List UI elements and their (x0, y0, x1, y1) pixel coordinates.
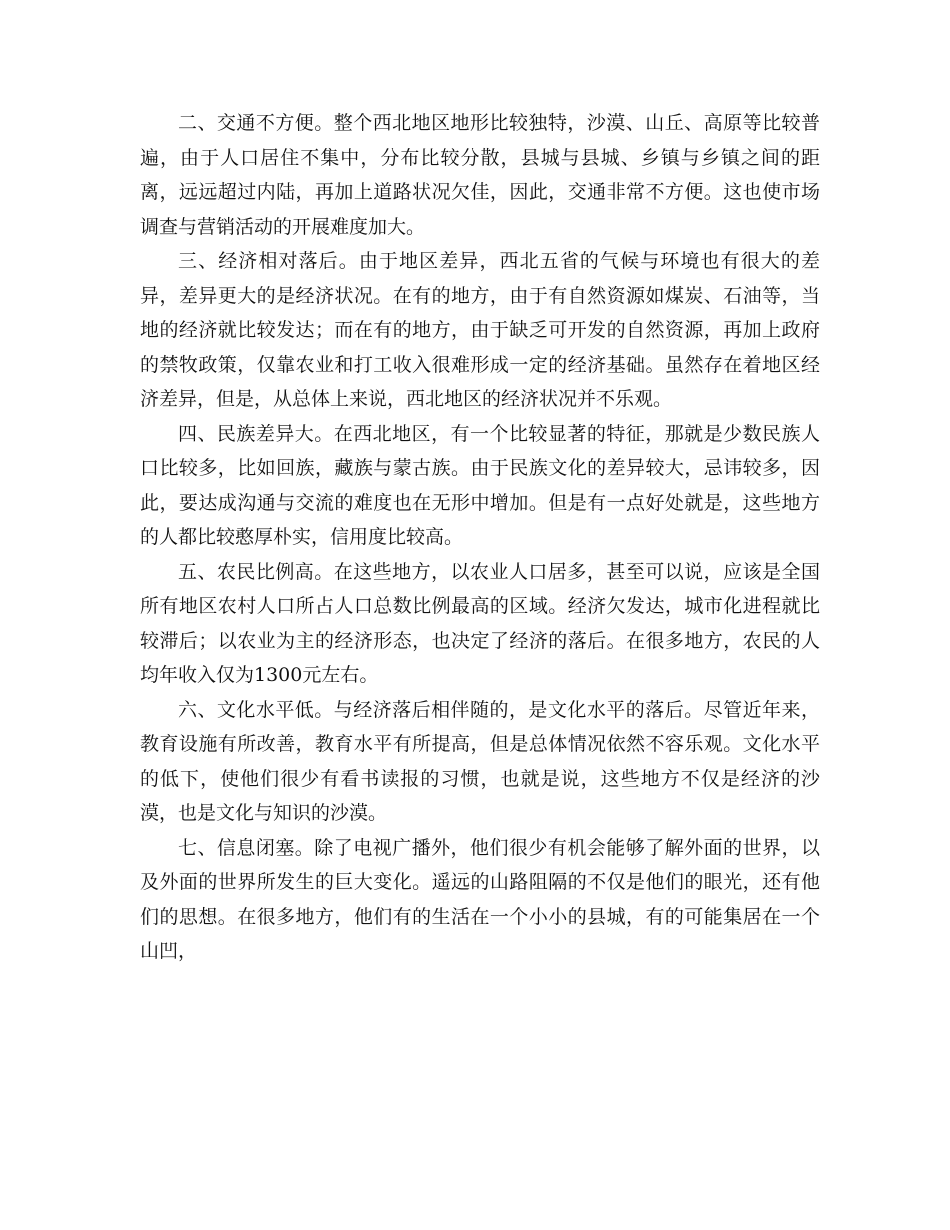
document-body (140, 106, 820, 969)
paragraph-economy: 三、经济相对落后。由于地区差异，西北五省的气候与环境也有很大的差异，差异更大的是经济状况。在有的地方，由于有自然资源如煤炭、石油等，当地的经济就比较发达；而在有的地方，由于缺乏可开发的自然资源，再加上政府的禁牧政策，仅靠农业和打工收入很难形成一定的经济基础。虽然存在着地区经济差异，但是，从总体上来说，西北地区的经济状况并不乐观。 (140, 250, 820, 410)
paragraph-ethnicity: 四、民族差异大。在西北地区，有一个比较显著的特征，那就是少数民族人口比较多，比如回族，藏族与蒙古族。由于民族文化的差异较大，忌讳较多，因此，要达成沟通与交流的难度也在无形中增加。但是有一点好处就是，这些地方的人都比较憨厚朴实，信用度比较高。 (140, 422, 820, 548)
paragraph-information: 七、信息闭塞。除了电视广播外，他们很少有机会能够了解外面的世界，以及外面的世界所发生的巨大变化。遥远的山路阻隔的不仅是他们的眼光，还有他们的思想。在很多地方，他们有的生活在一个小小的县城，有的可能集居在一个山凹， (140, 836, 820, 962)
paragraph-transportation: 二、交通不方便。整个西北地区地形比较独特，沙漠、山丘、高原等比较普遍，由于人口居住不集中，分布比较分散，县城与县城、乡镇与乡镇之间的距离，远远超过内陆，再加上道路状况欠佳，因此，交通非常不方便。这也使市场调查与营销活动的开展难度加大。 (140, 112, 820, 238)
paragraph-farmers: 五、农民比例高。在这些地方，以农业人口居多，甚至可以说，应该是全国所有地区农村人口所占人口总数比例最高的区域。经济欠发达，城市化进程就比较滞后；以农业为主的经济形态，也决定了经济的落后。在很多地方，农民的人均年收入仅为1300元左右。 (140, 560, 820, 686)
paragraph-education: 六、文化水平低。与经济落后相伴随的，是文化水平的落后。尽管近年来，教育设施有所改善，教育水平有所提高，但是总体情况依然不容乐观。文化水平的低下，使他们很少有看书读报的习惯，也就是说，这些地方不仅是经济的沙漠，也是文化与知识的沙漠。 (140, 698, 820, 824)
